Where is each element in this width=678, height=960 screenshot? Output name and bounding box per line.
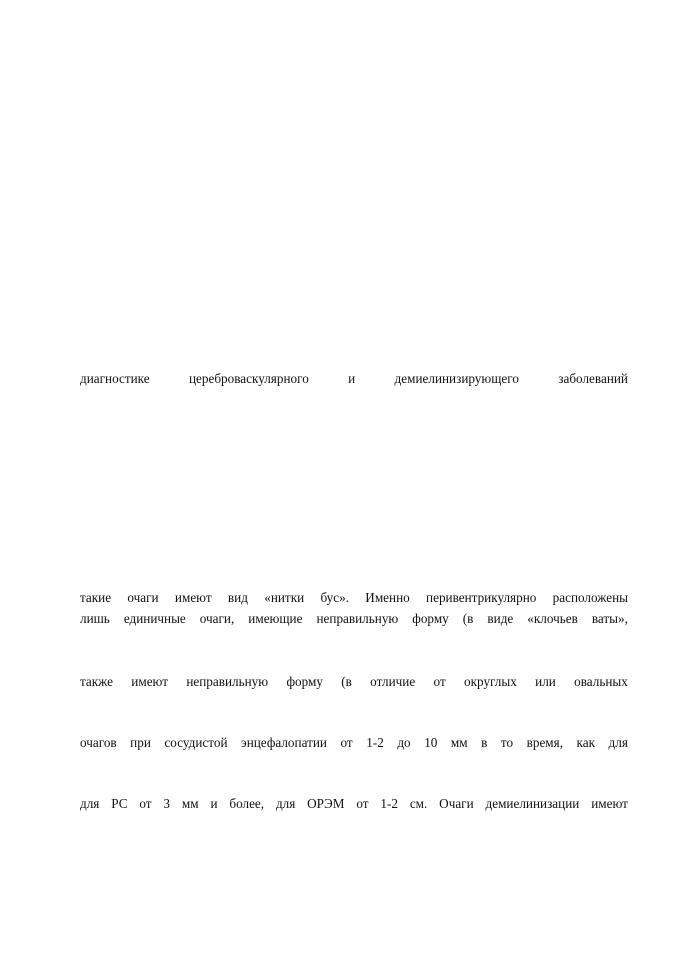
word: от: [340, 735, 353, 750]
word: заболеваний: [558, 371, 628, 386]
word: от: [356, 796, 369, 811]
word: ОРЭМ: [307, 796, 345, 811]
word: бус».: [320, 590, 349, 605]
word: имеют: [131, 674, 168, 689]
word: форму: [412, 611, 449, 626]
word: при: [130, 735, 151, 750]
word: то: [500, 735, 514, 750]
word: 1-2: [380, 796, 398, 811]
word: или: [535, 674, 556, 689]
word: демиелинизации: [485, 796, 580, 811]
word: (в: [462, 611, 474, 626]
word: 1-2: [366, 735, 384, 750]
word: от: [139, 796, 152, 811]
word: до: [397, 735, 411, 750]
word: мм: [450, 735, 468, 750]
word: также: [80, 674, 113, 689]
text-line: [80, 735, 628, 751]
word: отличие: [370, 674, 416, 689]
word: имеющие: [248, 611, 303, 626]
word: лишь: [80, 611, 110, 626]
word: в: [481, 735, 488, 750]
word: 10: [424, 735, 438, 750]
text-line: [80, 796, 628, 812]
word: такие: [80, 590, 112, 605]
word: единичные: [123, 611, 186, 626]
word: неправильную: [186, 674, 269, 689]
word: расположены: [552, 590, 628, 605]
word: очагов: [80, 735, 117, 750]
word: «клочьев: [527, 611, 578, 626]
word: более,: [229, 796, 265, 811]
word: (в: [341, 674, 352, 689]
word: имеют: [591, 796, 628, 811]
word: и: [210, 796, 218, 811]
word: неправильную: [316, 611, 399, 626]
word: очаги: [127, 590, 159, 605]
word: овальных: [574, 674, 628, 689]
text-line: [80, 611, 628, 627]
word: очаги,: [199, 611, 235, 626]
word: диагностике: [80, 371, 150, 386]
word: вид: [227, 590, 248, 605]
word: для: [608, 735, 628, 750]
word: перивентрикулярно: [426, 590, 537, 605]
word: РС: [111, 796, 128, 811]
word: для: [80, 796, 100, 811]
word: виде: [487, 611, 514, 626]
text-line: [80, 371, 628, 387]
word: демиелинизирующего: [394, 371, 519, 386]
word: сосудистой: [164, 735, 228, 750]
word: от: [433, 674, 446, 689]
word: и: [348, 371, 356, 386]
word: время,: [526, 735, 564, 750]
word: мм: [181, 796, 199, 811]
word: Очаги: [439, 796, 474, 811]
word: «нитки: [264, 590, 305, 605]
word: см.: [409, 796, 428, 811]
word: 3: [163, 796, 171, 811]
text-line: [80, 674, 628, 690]
word: имеют: [174, 590, 212, 605]
word: округлых: [464, 674, 517, 689]
word: для: [275, 796, 296, 811]
word: Именно: [365, 590, 410, 605]
word: энцефалопатии: [241, 735, 327, 750]
word: цереброваскулярного: [188, 371, 309, 386]
word: ваты»,: [591, 611, 628, 626]
word: как: [576, 735, 596, 750]
word: форму: [286, 674, 323, 689]
text-line: [80, 590, 628, 606]
